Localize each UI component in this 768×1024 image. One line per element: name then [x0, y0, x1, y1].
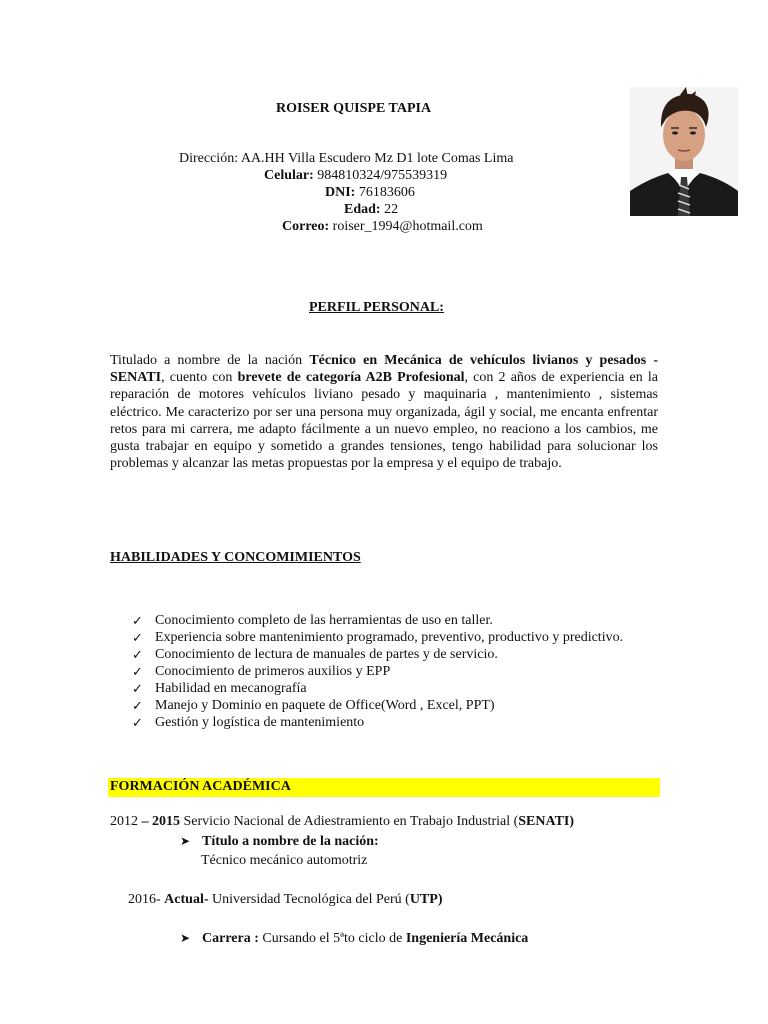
checkmark-icon: ✓ [132, 664, 143, 679]
edu1-abbr: SENATI) [518, 814, 575, 829]
skills-heading: HABILIDADES Y CONCOMIMIENTOS [110, 550, 361, 565]
profile-photo [630, 87, 738, 216]
dni-value: 76183606 [358, 185, 415, 200]
profile-paragraph [110, 352, 658, 472]
edu1-year-start: 2012 [110, 814, 138, 829]
arrow-bullet-icon: ➤ [180, 834, 191, 848]
edu2-year: 2016- [128, 892, 165, 907]
list-item [108, 629, 660, 646]
skill-text: Experiencia sobre mantenimiento programado, preventivo, productivo y predictivo. [155, 630, 624, 645]
phone-value: 984810324/975539319 [317, 168, 448, 183]
list-item [108, 697, 660, 714]
skill-text: Conocimiento de primeros auxilios y EPP [155, 664, 391, 679]
list-item [108, 714, 660, 731]
checkmark-icon: ✓ [132, 681, 143, 696]
phone-line [264, 168, 447, 184]
address-value: AA.HH Villa Escudero Mz D1 lote Comas Lima [240, 151, 514, 166]
list-item [108, 680, 660, 697]
education-entry-1 [110, 814, 574, 830]
profile-text-3: , con 2 años de experiencia en la reparación de motores vehículos liviano pesado y maquinaria , mantenimiento , sistemas eléctrico. Me caracterizo por ser una persona muy organizada, ágil y social, me encanta enfrentar retos para mi carrera, me adapto fácilmente a un nuevo empleo, no reaciono a los cambios, me gusta trabajar en equipo y sometido a grandes tensiones, tengo habilidad para solucionar los problemas y alcanzar las metas propuestas por la empresa y el equipo de trabajo. [110, 370, 659, 472]
skills-list [108, 612, 660, 731]
profile-heading: PERFIL PERSONAL: [309, 300, 444, 315]
edu2-school: Universidad Tecnológica del Perú ( [208, 892, 410, 907]
dni-label: DNI: [325, 185, 356, 200]
edu2-text: Cursando el 5ªto ciclo de [258, 931, 406, 946]
arrow-bullet-icon: ➤ [180, 931, 191, 945]
edu1-title-label: Título a nombre de la nación: [202, 834, 379, 849]
edu1-dash: – [138, 814, 152, 829]
education-heading: FORMACIÓN ACADÉMICA [110, 779, 291, 794]
address-label: Dirección: [179, 151, 239, 166]
phone-label: Celular: [264, 168, 314, 183]
age-line [344, 202, 398, 218]
education-entry-2 [128, 892, 442, 908]
age-value: 22 [384, 202, 399, 217]
checkmark-icon: ✓ [132, 715, 143, 730]
list-item [108, 663, 660, 680]
skill-text: Conocimiento completo de las herramientas de uso en taller. [155, 613, 493, 628]
checkmark-icon: ✓ [132, 613, 143, 628]
edu1-school: Servicio Nacional de Adiestramiento en Trabajo Industrial ( [180, 814, 519, 829]
address-line [179, 151, 513, 167]
edu1-title-value: Técnico mecánico automotriz [201, 853, 368, 868]
dni-line [325, 185, 415, 201]
email-label: Correo: [282, 219, 330, 234]
age-label: Edad: [344, 202, 381, 217]
checkmark-icon: ✓ [132, 630, 143, 645]
person-name: ROISER QUISPE TAPIA [276, 101, 432, 116]
email-value[interactable]: roiser_1994@hotmail.com [332, 219, 483, 234]
edu2-status: Actual- [164, 892, 209, 907]
skill-text: Gestión y logística de mantenimiento [155, 715, 365, 730]
profile-text-2: , cuento con [161, 370, 238, 386]
profile-bold-1: Técnico en Mecánica de vehículos livianos y pesados - SENATI [110, 353, 658, 386]
edu2-career-line [180, 931, 528, 947]
edu1-year-end: 2015 [152, 814, 180, 829]
list-item [108, 646, 660, 663]
skill-text: Manejo y Dominio en paquete de Office(Word , Excel, PPT) [155, 698, 495, 713]
edu2-career: Ingeniería Mecánica [405, 931, 529, 946]
edu2-abbr: UTP) [409, 892, 443, 907]
checkmark-icon: ✓ [132, 647, 143, 662]
profile-bold-2: brevete de categoría A2B Profesional [237, 370, 465, 386]
list-item [108, 612, 660, 629]
skill-text: Habilidad en mecanografía [155, 681, 307, 696]
edu2-label: Carrera : [202, 931, 259, 946]
skill-text: Conocimiento de lectura de manuales de partes y de servicio. [155, 647, 498, 662]
checkmark-icon: ✓ [132, 698, 143, 713]
email-line [282, 219, 483, 235]
profile-text-1: Titulado a nombre de la nación [110, 353, 310, 368]
edu1-title-line [180, 834, 379, 850]
